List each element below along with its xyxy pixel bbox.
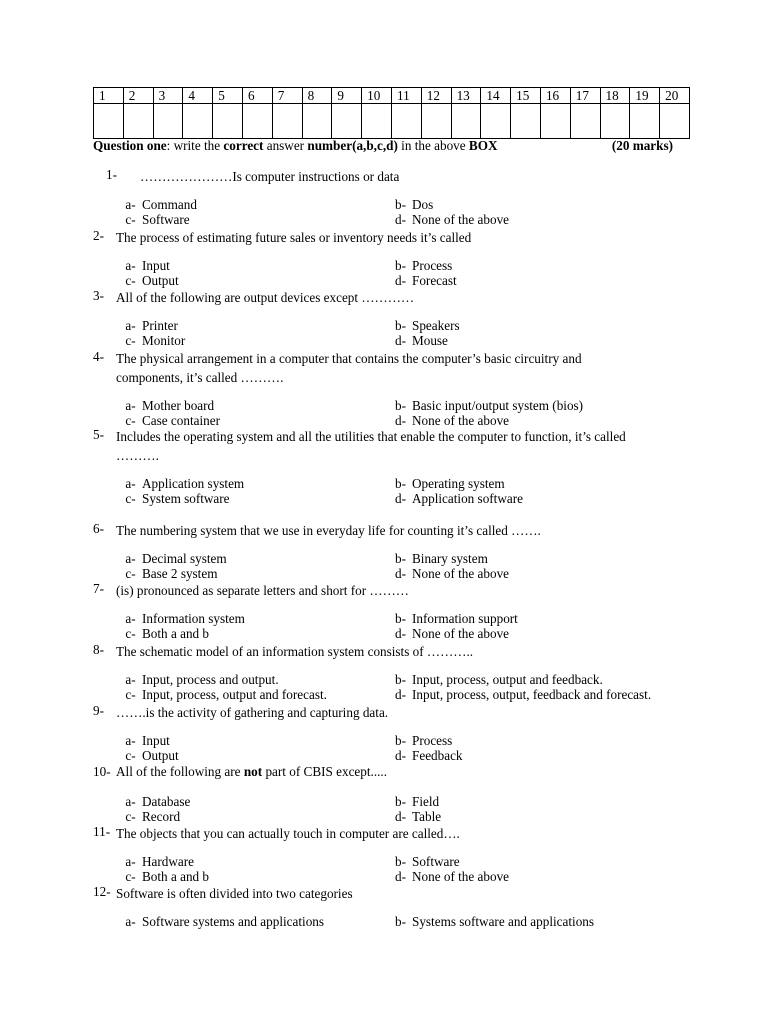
option-letter: c-	[125, 413, 136, 428]
answer-grid-number: 4	[183, 88, 213, 104]
answer-box[interactable]	[540, 104, 570, 139]
answer-box[interactable]	[570, 104, 600, 139]
option-a[interactable]	[119, 733, 170, 749]
answer-grid-number-row	[94, 88, 690, 104]
option-letter: a-	[125, 398, 136, 413]
option-letter: d-	[395, 748, 406, 763]
heading-label: Question one	[93, 138, 167, 153]
option-c[interactable]	[119, 748, 179, 764]
option-letter: c-	[125, 626, 136, 641]
answer-grid-number: 12	[421, 88, 451, 104]
option-text: Feedback	[412, 748, 463, 763]
option-c[interactable]	[119, 869, 209, 885]
answer-grid-number: 3	[153, 88, 183, 104]
option-text: Input, process and output.	[142, 672, 279, 687]
option-letter: d-	[395, 413, 406, 428]
option-c[interactable]	[119, 687, 327, 703]
option-letter: b-	[395, 854, 406, 869]
answer-box[interactable]	[332, 104, 362, 139]
question-text-line: All of the following are output devices except …………	[116, 290, 415, 305]
option-c[interactable]	[119, 212, 190, 228]
question-number: 4-	[93, 349, 104, 364]
answer-box[interactable]	[511, 104, 541, 139]
option-text: Process	[412, 733, 453, 748]
option-d[interactable]	[389, 333, 448, 349]
option-text: Table	[412, 809, 442, 824]
option-text: Operating system	[412, 476, 505, 491]
answer-grid-number: 8	[302, 88, 332, 104]
option-d[interactable]	[389, 491, 523, 507]
question-text-part: part of CBIS except.....	[262, 764, 388, 779]
option-text: Input, process, output and feedback.	[412, 672, 603, 687]
heading-bold-box: BOX	[468, 138, 498, 153]
option-text: Application system	[142, 476, 245, 491]
option-d[interactable]	[389, 748, 463, 764]
option-text: Software	[412, 854, 460, 869]
answer-grid-number: 7	[272, 88, 302, 104]
question-one-heading	[93, 138, 673, 154]
answer-grid	[93, 87, 690, 139]
option-c[interactable]	[119, 809, 180, 825]
option-b[interactable]	[389, 914, 594, 930]
option-text: Database	[142, 794, 191, 809]
answer-grid-box-row	[94, 104, 690, 139]
option-b[interactable]	[389, 854, 460, 870]
answer-box[interactable]	[183, 104, 213, 139]
option-letter: b-	[395, 551, 406, 566]
question-text-line: The schematic model of an information system consists of ………..	[116, 644, 474, 659]
question-text	[116, 703, 388, 722]
option-letter: a-	[125, 733, 136, 748]
option-letter: c-	[125, 273, 136, 288]
option-b[interactable]	[389, 258, 452, 274]
answer-grid-number: 17	[570, 88, 600, 104]
answer-box[interactable]	[242, 104, 272, 139]
option-letter: c-	[125, 809, 136, 824]
answer-box[interactable]	[481, 104, 511, 139]
answer-grid-number: 20	[660, 88, 690, 104]
marks-label: (20 marks)	[611, 138, 673, 153]
heading-text: answer	[263, 138, 308, 153]
question-text	[140, 167, 399, 186]
option-d[interactable]	[389, 687, 651, 703]
option-text: Output	[142, 273, 179, 288]
option-letter: a-	[125, 854, 136, 869]
answer-grid-number: 14	[481, 88, 511, 104]
option-b[interactable]	[389, 733, 452, 749]
question-text	[116, 349, 582, 387]
question-text	[116, 521, 541, 540]
question-text	[116, 764, 387, 780]
option-letter: d-	[395, 333, 406, 348]
answer-grid-number: 6	[242, 88, 272, 104]
option-a[interactable]	[119, 197, 197, 213]
option-text: Printer	[142, 318, 178, 333]
answer-grid-number: 5	[213, 88, 243, 104]
option-text: Binary system	[412, 551, 488, 566]
option-a[interactable]	[119, 551, 227, 567]
question-text	[116, 228, 471, 247]
option-letter: c-	[125, 333, 136, 348]
question-number: 10-	[93, 764, 111, 779]
question-text	[116, 581, 409, 600]
question-text	[116, 884, 353, 903]
answer-box[interactable]	[153, 104, 183, 139]
question-number: 2-	[93, 228, 104, 243]
answer-box[interactable]	[123, 104, 153, 139]
answer-box[interactable]	[630, 104, 660, 139]
question-text-line: ……….	[116, 448, 159, 463]
option-c[interactable]	[119, 566, 217, 582]
option-letter: b-	[395, 672, 406, 687]
question-text-line: (is) pronounced as separate letters and short for ………	[116, 583, 409, 598]
option-letter: a-	[125, 476, 136, 491]
option-letter: d-	[395, 687, 406, 702]
answer-grid-number: 13	[451, 88, 481, 104]
option-b[interactable]	[389, 794, 439, 810]
answer-grid-number: 19	[630, 88, 660, 104]
answer-grid-number: 1	[94, 88, 124, 104]
answer-box[interactable]	[94, 104, 124, 139]
option-text: Mother board	[142, 398, 215, 413]
option-a[interactable]	[119, 794, 190, 810]
option-text: Systems software and applications	[412, 914, 595, 929]
option-text: Record	[142, 809, 181, 824]
option-d[interactable]	[389, 626, 509, 642]
option-letter: b-	[395, 733, 406, 748]
question-text	[116, 427, 626, 465]
option-text: Mouse	[412, 333, 448, 348]
option-text: Dos	[412, 197, 434, 212]
option-text: Basic input/output system (bios)	[412, 398, 584, 413]
answer-box[interactable]	[213, 104, 243, 139]
answer-grid-number: 11	[391, 88, 421, 104]
question-text-bold: not	[243, 764, 263, 779]
option-text: Base 2 system	[142, 566, 218, 581]
option-text: Case container	[142, 413, 220, 428]
option-text: Process	[412, 258, 453, 273]
option-a[interactable]	[119, 854, 194, 870]
option-text: Both a and b	[142, 869, 210, 884]
answer-grid-number: 16	[540, 88, 570, 104]
question-number: 11-	[93, 824, 111, 839]
option-a[interactable]	[119, 672, 279, 688]
question-text-line: The objects that you can actually touch in computer are called….	[116, 826, 460, 841]
option-c[interactable]	[119, 333, 185, 349]
question-text-line: …….is the activity of gathering and capturing data.	[116, 705, 389, 720]
option-letter: b-	[395, 476, 406, 491]
option-letter: c-	[125, 869, 136, 884]
option-a[interactable]	[119, 611, 245, 627]
option-letter: d-	[395, 809, 406, 824]
heading-bold-correct: correct	[223, 138, 264, 153]
option-letter: d-	[395, 491, 406, 506]
option-letter: d-	[395, 212, 406, 227]
answer-grid-number: 9	[332, 88, 362, 104]
option-a[interactable]	[119, 258, 170, 274]
option-text: Both a and b	[142, 626, 210, 641]
option-text: Software systems and applications	[142, 914, 325, 929]
option-a[interactable]	[119, 914, 324, 930]
option-text: Decimal system	[142, 551, 227, 566]
option-text: None of the above	[412, 413, 510, 428]
heading-bold-number: number(a,b,c,d)	[307, 138, 398, 153]
option-letter: b-	[395, 611, 406, 626]
option-letter: a-	[125, 318, 136, 333]
question-text-line: …………………Is computer instructions or data	[140, 169, 400, 184]
option-letter: b-	[395, 794, 406, 809]
option-b[interactable]	[389, 611, 518, 627]
answer-box[interactable]	[362, 104, 392, 139]
option-letter: d-	[395, 273, 406, 288]
option-b[interactable]	[389, 476, 505, 492]
option-text: Input, process, output, feedback and forecast.	[412, 687, 652, 702]
option-d[interactable]	[389, 212, 509, 228]
option-letter: c-	[125, 212, 136, 227]
answer-grid-number: 18	[600, 88, 630, 104]
option-text: System software	[142, 491, 230, 506]
option-b[interactable]	[389, 398, 583, 414]
option-c[interactable]	[119, 626, 209, 642]
option-text: Input, process, output and forecast.	[142, 687, 327, 702]
option-text: Command	[142, 197, 197, 212]
answer-box[interactable]	[391, 104, 421, 139]
option-d[interactable]	[389, 809, 441, 825]
option-text: Speakers	[412, 318, 460, 333]
option-d[interactable]	[389, 869, 509, 885]
option-a[interactable]	[119, 476, 244, 492]
option-text: None of the above	[412, 869, 510, 884]
question-number: 1-	[106, 167, 117, 182]
question-number: 7-	[93, 581, 104, 596]
answer-box[interactable]	[421, 104, 451, 139]
answer-grid-number: 15	[511, 88, 541, 104]
option-text: Forecast	[412, 273, 457, 288]
answer-grid-number: 10	[362, 88, 392, 104]
option-c[interactable]	[119, 491, 230, 507]
option-text: Field	[412, 794, 440, 809]
option-a[interactable]	[119, 318, 178, 334]
option-letter: a-	[125, 258, 136, 273]
answer-box[interactable]	[272, 104, 302, 139]
option-b[interactable]	[389, 318, 460, 334]
option-letter: a-	[125, 794, 136, 809]
option-text: None of the above	[412, 566, 510, 581]
option-letter: b-	[395, 318, 406, 333]
answer-box[interactable]	[600, 104, 630, 139]
option-d[interactable]	[389, 273, 457, 289]
option-text: Software	[142, 212, 190, 227]
question-number: 12-	[93, 884, 111, 899]
option-letter: b-	[395, 258, 406, 273]
question-text	[116, 288, 414, 307]
option-letter: c-	[125, 748, 136, 763]
answer-box[interactable]	[302, 104, 332, 139]
option-letter: a-	[125, 914, 136, 929]
option-b[interactable]	[389, 672, 603, 688]
question-number: 6-	[93, 521, 104, 536]
option-text: Information system	[142, 611, 245, 626]
question-number: 8-	[93, 642, 104, 657]
option-text: None of the above	[412, 626, 510, 641]
option-letter: a-	[125, 197, 136, 212]
option-text: None of the above	[412, 212, 510, 227]
question-text	[116, 824, 460, 843]
option-text: Output	[142, 748, 179, 763]
option-letter: b-	[395, 197, 406, 212]
option-letter: a-	[125, 672, 136, 687]
question-text-line: components, it’s called ……….	[116, 370, 284, 385]
option-letter: d-	[395, 626, 406, 641]
option-c[interactable]	[119, 273, 179, 289]
option-text: Monitor	[142, 333, 186, 348]
option-text: Application software	[412, 491, 523, 506]
heading-text: : write the	[166, 138, 224, 153]
question-number: 3-	[93, 288, 104, 303]
question-text-part: All of the following are	[116, 764, 244, 779]
heading-text: in the above	[397, 138, 469, 153]
answer-grid-number: 2	[123, 88, 153, 104]
question-number: 5-	[93, 427, 104, 442]
option-letter: c-	[125, 687, 136, 702]
option-text: Input	[142, 258, 170, 273]
option-letter: c-	[125, 566, 136, 581]
option-letter: d-	[395, 566, 406, 581]
option-a[interactable]	[119, 398, 214, 414]
question-text-line: Software is often divided into two categories	[116, 886, 353, 901]
question-text-line: The physical arrangement in a computer that contains the computer’s basic circuitry and	[116, 351, 582, 366]
option-text: Hardware	[142, 854, 194, 869]
question-text	[116, 642, 473, 661]
option-text: Input	[142, 733, 170, 748]
question-text-line: Includes the operating system and all the utilities that enable the computer to function, it’s called	[116, 429, 626, 444]
option-text: Information support	[412, 611, 518, 626]
option-b[interactable]	[389, 551, 488, 567]
option-letter: b-	[395, 914, 406, 929]
option-letter: b-	[395, 398, 406, 413]
answer-box[interactable]	[451, 104, 481, 139]
question-text-line: The process of estimating future sales or inventory needs it’s called	[116, 230, 472, 245]
option-letter: a-	[125, 551, 136, 566]
answer-box[interactable]	[660, 104, 690, 139]
option-letter: c-	[125, 491, 136, 506]
option-b[interactable]	[389, 197, 433, 213]
option-d[interactable]	[389, 566, 509, 582]
option-letter: d-	[395, 869, 406, 884]
question-text-line: The numbering system that we use in everyday life for counting it’s called …….	[116, 523, 541, 538]
question-number: 9-	[93, 703, 104, 718]
option-letter: a-	[125, 611, 136, 626]
